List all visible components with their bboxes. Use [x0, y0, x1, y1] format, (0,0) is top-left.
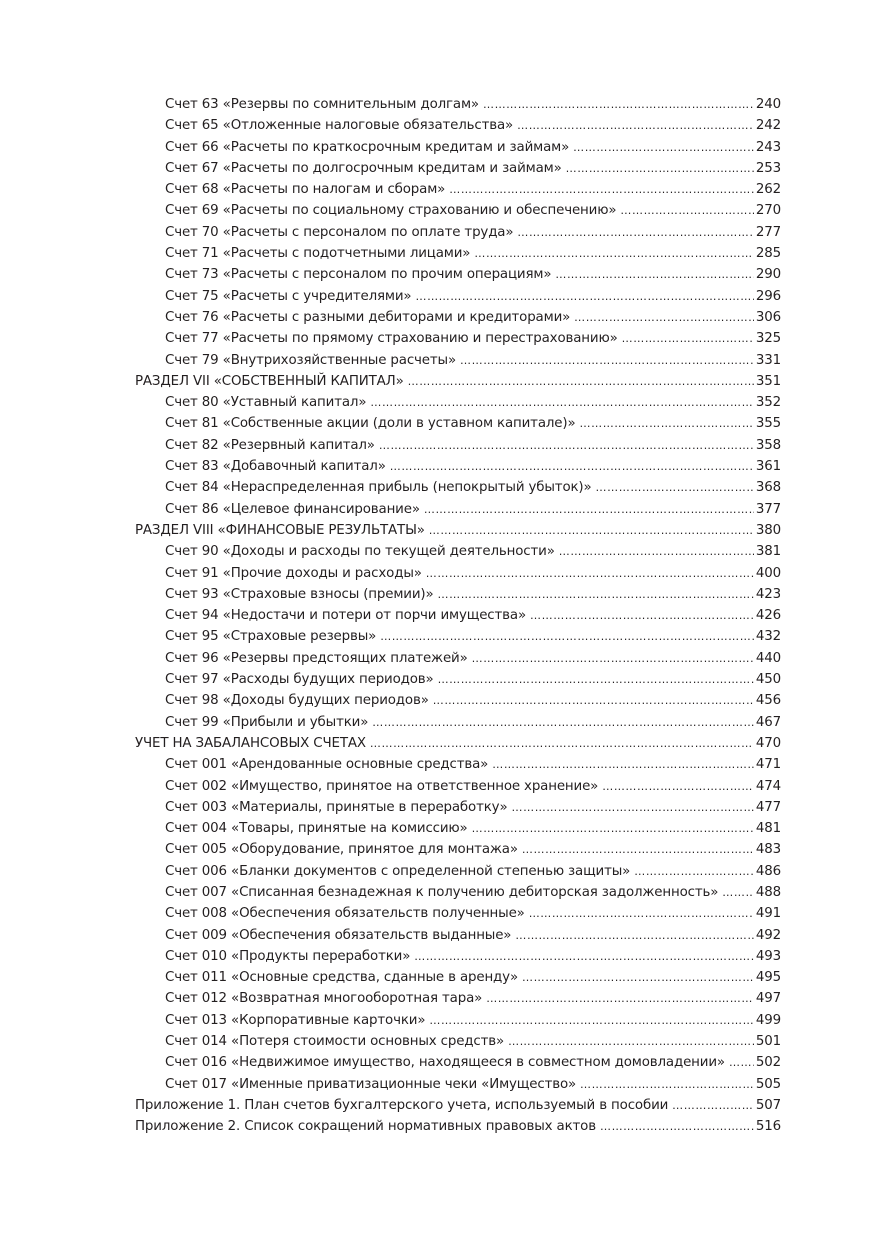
toc-leader-dots: [460, 354, 754, 367]
toc-account-entry[interactable]: [135, 1077, 781, 1098]
toc-account-entry[interactable]: [135, 715, 781, 736]
toc-entry-title: Счет 008 «Обеспечения обязательств полученные»: [165, 906, 525, 922]
toc-leader-dots: [634, 865, 754, 878]
toc-leader-dots: [433, 694, 754, 707]
toc-entry-page-number: 456: [755, 693, 781, 709]
toc-account-entry[interactable]: [135, 779, 781, 800]
toc-leader-dots: [370, 737, 754, 750]
toc-entry-page-number: 331: [755, 352, 781, 368]
toc-entry-page-number: 470: [755, 735, 781, 751]
toc-entry-title: Счет 76 «Расчеты с разными дебиторами и кредиторами»: [165, 309, 571, 325]
toc-account-entry[interactable]: [135, 800, 781, 821]
toc-leader-dots: [566, 162, 754, 175]
toc-entry-title: Счет 98 «Доходы будущих периодов»: [165, 693, 429, 709]
toc-entry-title: Счет 86 «Целевое финансирование»: [165, 501, 420, 517]
toc-leader-dots: [472, 652, 754, 665]
toc-entry-page-number: 351: [755, 373, 781, 389]
toc-leader-dots: [370, 396, 754, 409]
toc-entry-title: Счет 007 «Списанная безнадежная к получению дебиторская задолженность»: [165, 884, 719, 900]
toc-section-entry[interactable]: [135, 374, 781, 395]
toc-account-entry[interactable]: [135, 672, 781, 693]
toc-leader-dots: [574, 311, 754, 324]
toc-leader-dots: [380, 630, 754, 643]
toc-leader-dots: [515, 929, 754, 942]
toc-entry-title: Счет 014 «Потеря стоимости основных средств»: [165, 1034, 505, 1050]
toc-account-entry[interactable]: [135, 949, 781, 970]
toc-account-entry[interactable]: [135, 502, 781, 523]
toc-account-entry[interactable]: [135, 1055, 781, 1076]
toc-leader-dots: [512, 801, 754, 814]
toc-account-entry[interactable]: [135, 395, 781, 416]
toc-account-entry[interactable]: [135, 118, 781, 139]
toc-leader-dots: [522, 843, 754, 856]
toc-entry-title: Счет 99 «Прибыли и убытки»: [165, 714, 369, 730]
toc-entry-page-number: 474: [755, 778, 781, 794]
toc-account-entry[interactable]: [135, 629, 781, 650]
toc-entry-title: Счет 79 «Внутрихозяйственные расчеты»: [165, 352, 457, 368]
toc-entry-title: Счет 009 «Обеспечения обязательств выданные»: [165, 927, 512, 943]
toc-entry-page-number: 262: [755, 182, 781, 198]
toc-account-entry[interactable]: [135, 97, 781, 118]
toc-account-entry[interactable]: [135, 864, 781, 885]
toc-entry-page-number: 471: [755, 757, 781, 773]
toc-entry-page-number: 423: [755, 586, 781, 602]
toc-leader-dots: [622, 332, 754, 345]
toc-leader-dots: [438, 588, 754, 601]
toc-leader-dots: [438, 673, 754, 686]
toc-leader-dots: [449, 183, 754, 196]
toc-entry-title: Счет 81 «Собственные акции (доли в уставном капитале)»: [165, 416, 576, 432]
toc-leader-dots: [580, 1078, 754, 1091]
toc-entry-title: Счет 68 «Расчеты по налогам и сборам»: [165, 182, 446, 198]
toc-entry-page-number: 491: [755, 906, 781, 922]
toc-entry-title: Счет 67 «Расчеты по долгосрочным кредитам и займам»: [165, 160, 562, 176]
toc-account-entry[interactable]: [135, 693, 781, 714]
toc-leader-dots: [429, 524, 754, 537]
toc-entry-page-number: 355: [755, 416, 781, 432]
toc-leader-dots: [474, 247, 754, 260]
toc-entry-title: Счет 63 «Резервы по сомнительным долгам»: [165, 97, 479, 112]
toc-entry-page-number: 243: [755, 139, 781, 155]
toc-entry-page-number: 240: [755, 97, 781, 112]
toc-entry-title: Счет 70 «Расчеты с персоналом по оплате труда»: [165, 224, 514, 240]
toc-entry-page-number: 467: [755, 714, 781, 730]
toc-leader-dots: [424, 503, 754, 516]
toc-leader-dots: [672, 1099, 754, 1112]
toc-entry-title: Счет 95 «Страховые резервы»: [165, 629, 377, 645]
toc-entry-page-number: 432: [755, 629, 781, 645]
toc-entry-title: Счет 73 «Расчеты с персоналом по прочим операциям»: [165, 267, 552, 283]
toc-account-entry[interactable]: [135, 140, 781, 161]
toc-entry-title: Счет 82 «Резервный капитал»: [165, 437, 375, 453]
toc-entry-page-number: 426: [755, 608, 781, 624]
toc-account-entry[interactable]: [135, 182, 781, 203]
toc-leader-dots: [517, 226, 753, 239]
toc-leader-dots: [580, 417, 754, 430]
toc-leader-dots: [529, 907, 754, 920]
toc-entry-page-number: 502: [755, 1055, 781, 1071]
toc-account-entry[interactable]: [135, 246, 781, 267]
toc-entry-title: УЧЕТ НА ЗАБАЛАНСОВЫХ СЧЕТАХ: [135, 735, 366, 751]
toc-entry-title: Счет 66 «Расчеты по краткосрочным кредитам и займам»: [165, 139, 570, 155]
toc-entry-page-number: 516: [755, 1119, 781, 1135]
toc-entry-title: Счет 91 «Прочие доходы и расходы»: [165, 565, 422, 581]
toc-section-entry[interactable]: [135, 736, 781, 757]
toc-entry-page-number: 488: [755, 884, 781, 900]
toc-section-entry[interactable]: [135, 1119, 781, 1140]
toc-leader-dots: [596, 481, 754, 494]
toc-leader-dots: [379, 439, 754, 452]
toc-account-entry[interactable]: [135, 225, 781, 246]
toc-leader-dots: [508, 1035, 754, 1048]
toc-leader-dots: [372, 716, 754, 729]
toc-entry-page-number: 352: [755, 395, 781, 411]
toc-leader-dots: [573, 141, 754, 154]
toc-account-entry[interactable]: [135, 991, 781, 1012]
toc-entry-title: Счет 003 «Материалы, принятые в переработку»: [165, 799, 508, 815]
toc-entry-title: Счет 010 «Продукты переработки»: [165, 948, 411, 964]
toc-account-entry[interactable]: [135, 757, 781, 778]
toc-account-entry[interactable]: [135, 651, 781, 672]
toc-entry-page-number: 486: [755, 863, 781, 879]
toc-leader-dots: [620, 204, 754, 217]
toc-leader-dots: [390, 460, 754, 473]
toc-entry-page-number: 325: [755, 331, 781, 347]
toc-entry-title: Счет 83 «Добавочный капитал»: [165, 459, 386, 475]
toc-account-entry[interactable]: [135, 459, 781, 480]
toc-entry-page-number: 270: [755, 203, 781, 219]
toc-leader-dots: [414, 950, 754, 963]
toc-account-entry[interactable]: [135, 267, 781, 288]
toc-entry-title: Счет 94 «Недостачи и потери от порчи имущества»: [165, 608, 526, 624]
toc-entry-page-number: 380: [755, 522, 781, 538]
toc-account-entry[interactable]: [135, 161, 781, 182]
toc-entry-title: Счет 80 «Уставный капитал»: [165, 395, 367, 411]
toc-entry-title: Счет 90 «Доходы и расходы по текущей деятельности»: [165, 544, 555, 560]
toc-entry-title: Счет 84 «Нераспределенная прибыль (непокрытый убыток)»: [165, 480, 592, 496]
toc-entry-title: Счет 004 «Товары, принятые на комиссию»: [165, 821, 468, 837]
toc-entry-page-number: 400: [755, 565, 781, 581]
toc-entry-page-number: 450: [755, 672, 781, 688]
toc-account-entry[interactable]: [135, 203, 781, 224]
toc-account-entry[interactable]: [135, 1013, 781, 1034]
toc-entry-page-number: 358: [755, 437, 781, 453]
toc-entry-title: Счет 012 «Возвратная многооборотная тара»: [165, 991, 483, 1007]
toc-entry-page-number: 381: [755, 544, 781, 560]
toc-leader-dots: [408, 375, 754, 388]
toc-account-entry[interactable]: [135, 310, 781, 331]
toc-entry-title: Счет 006 «Бланки документов с определенной степенью защиты»: [165, 863, 631, 879]
toc-entry-title: Счет 002 «Имущество, принятое на ответственное хранение»: [165, 778, 599, 794]
toc-leader-dots: [483, 98, 754, 111]
toc-entry-page-number: 501: [755, 1034, 781, 1050]
toc-leader-dots: [555, 268, 754, 281]
toc-entry-title: Счет 93 «Страховые взносы (премии)»: [165, 586, 434, 602]
toc-entry-page-number: 242: [755, 118, 781, 134]
toc-leader-dots: [602, 780, 754, 793]
toc-entry-page-number: 368: [755, 480, 781, 496]
toc-account-entry[interactable]: [135, 480, 781, 501]
toc-section-entry[interactable]: [135, 1098, 781, 1119]
toc-entry-title: Счет 77 «Расчеты по прямому страхованию и перестрахованию»: [165, 331, 618, 347]
toc-account-entry[interactable]: [135, 970, 781, 991]
toc-entry-page-number: 483: [755, 842, 781, 858]
toc-entry-title: Счет 017 «Именные приватизационные чеки «Имущество»: [165, 1076, 577, 1092]
toc-entry-page-number: 361: [755, 459, 781, 475]
toc-entry-page-number: 492: [755, 927, 781, 943]
toc-leader-dots: [429, 1014, 754, 1027]
toc-entry-page-number: 253: [755, 160, 781, 176]
toc-leader-dots: [522, 971, 754, 984]
toc-entry-title: Счет 001 «Арендованные основные средства»: [165, 757, 489, 773]
toc-leader-dots: [729, 1056, 754, 1069]
toc-account-entry[interactable]: [135, 566, 781, 587]
toc-entry-page-number: 495: [755, 970, 781, 986]
toc-leader-dots: [559, 545, 754, 558]
toc-entry-page-number: 306: [755, 309, 781, 325]
toc-leader-dots: [415, 290, 753, 303]
toc-account-entry[interactable]: [135, 416, 781, 437]
toc-account-entry[interactable]: [135, 842, 781, 863]
toc-account-entry[interactable]: [135, 608, 781, 629]
toc-leader-dots: [530, 609, 754, 622]
toc-entry-page-number: 481: [755, 821, 781, 837]
toc-leader-dots: [492, 758, 754, 771]
toc-entry-page-number: 285: [755, 246, 781, 262]
toc-entry-title: Счет 71 «Расчеты с подотчетными лицами»: [165, 246, 471, 262]
toc-entry-page-number: 377: [755, 501, 781, 517]
toc-leader-dots: [486, 992, 754, 1005]
toc-entry-title: Счет 011 «Основные средства, сданные в аренду»: [165, 970, 518, 986]
toc-entry-title: Счет 96 «Резервы предстоящих платежей»: [165, 650, 468, 666]
toc-account-entry[interactable]: [135, 587, 781, 608]
toc-account-entry[interactable]: [135, 885, 781, 906]
toc-account-entry[interactable]: [135, 906, 781, 927]
toc-account-entry[interactable]: [135, 353, 781, 374]
toc-entry-title: Счет 69 «Расчеты по социальному страхованию и обеспечению»: [165, 203, 617, 219]
toc-entry-title: Счет 97 «Расходы будущих периодов»: [165, 672, 434, 688]
toc-entry-title: РАЗДЕЛ VII «СОБСТВЕННЫЙ КАПИТАЛ»: [135, 373, 404, 389]
toc-section-entry[interactable]: [135, 523, 781, 544]
toc-entry-title: Приложение 1. План счетов бухгалтерского учета, используемый в пособии: [135, 1097, 669, 1113]
toc-leader-dots: [426, 567, 754, 580]
toc-entry-page-number: 296: [755, 288, 781, 304]
toc-entry-page-number: 477: [755, 799, 781, 815]
toc-entry-page-number: 505: [755, 1076, 781, 1092]
toc-leader-dots: [472, 822, 754, 835]
toc-entry-title: Приложение 2. Список сокращений нормативных правовых актов: [135, 1119, 596, 1135]
toc-entry-page-number: 290: [755, 267, 781, 283]
toc-entry-page-number: 507: [755, 1097, 781, 1113]
toc-entry-title: РАЗДЕЛ VIII «ФИНАНСОВЫЕ РЕЗУЛЬТАТЫ»: [135, 522, 425, 538]
toc-entry-title: Счет 016 «Недвижимое имущество, находящееся в совместном домовладении»: [165, 1055, 725, 1071]
toc-account-entry[interactable]: [135, 331, 781, 352]
table-of-contents: [135, 97, 781, 1141]
toc-entry-page-number: 499: [755, 1012, 781, 1028]
toc-entry-page-number: 493: [755, 948, 781, 964]
toc-leader-dots: [600, 1120, 754, 1133]
toc-entry-title: Счет 013 «Корпоративные карточки»: [165, 1012, 426, 1028]
toc-account-entry[interactable]: [135, 928, 781, 949]
toc-entry-title: Счет 005 «Оборудование, принятое для монтажа»: [165, 842, 518, 858]
toc-leader-dots: [517, 119, 754, 132]
toc-account-entry[interactable]: [135, 1034, 781, 1055]
toc-entry-title: Счет 65 «Отложенные налоговые обязательства»: [165, 118, 514, 134]
toc-account-entry[interactable]: [135, 289, 781, 310]
toc-entry-page-number: 277: [755, 224, 781, 240]
toc-account-entry[interactable]: [135, 821, 781, 842]
toc-account-entry[interactable]: [135, 544, 781, 565]
toc-leader-dots: [722, 886, 754, 899]
toc-entry-page-number: 497: [755, 991, 781, 1007]
toc-entry-page-number: 440: [755, 650, 781, 666]
toc-entry-title: Счет 75 «Расчеты с учредителями»: [165, 288, 412, 304]
toc-account-entry[interactable]: [135, 438, 781, 459]
